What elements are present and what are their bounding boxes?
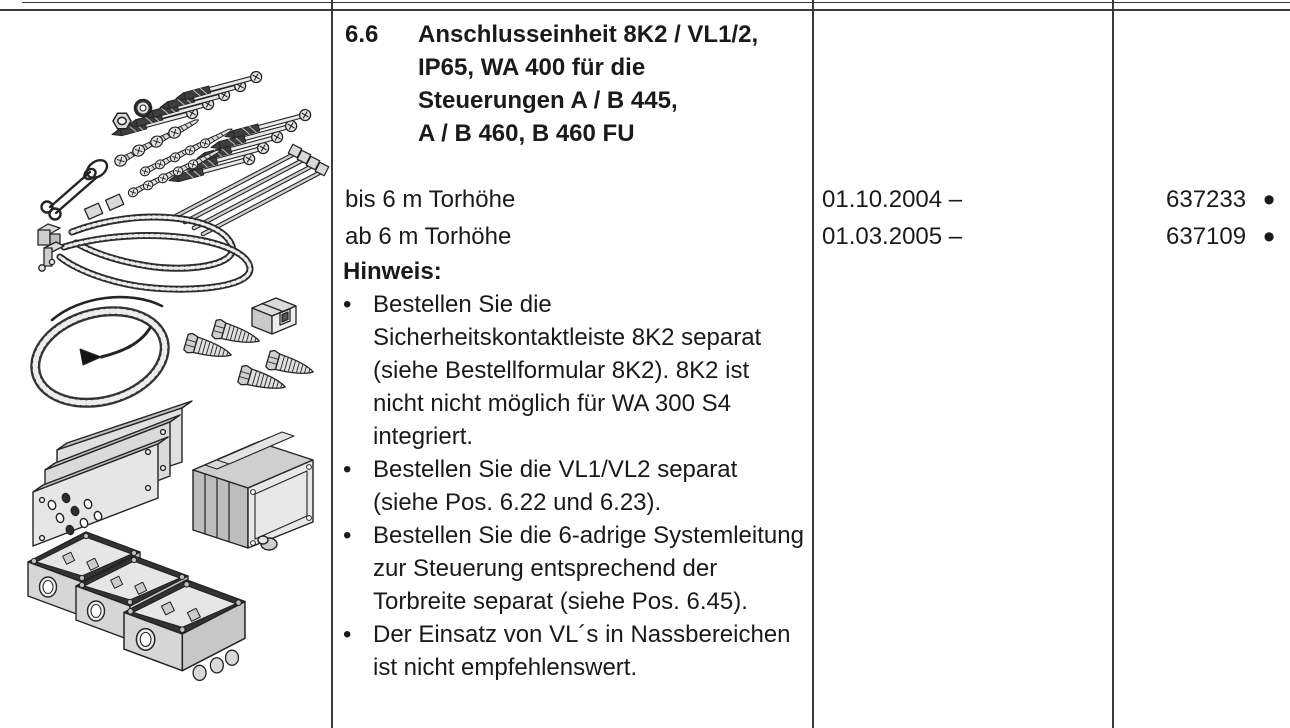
note-item xyxy=(343,453,811,519)
long-screws-with-dowels xyxy=(111,70,312,186)
hex-nut xyxy=(113,113,131,129)
connector-box xyxy=(252,298,296,334)
note-text: Bestellen Sie die VL1/VL2 separat (siehe Pos. 6.22 und 6.23). xyxy=(373,456,738,516)
column-rule-3 xyxy=(1112,0,1114,728)
cable-glands xyxy=(183,318,316,396)
section-title-line: IP65, WA 400 für die xyxy=(418,54,646,81)
part-number-row xyxy=(1112,218,1275,256)
availability-dot-icon: • xyxy=(1263,181,1275,219)
availability-dot-icon: • xyxy=(1263,218,1275,256)
note-text: Der Einsatz von VL´s in Nassbereichen ist nicht empfehlenswert. xyxy=(373,621,791,681)
note-item xyxy=(343,288,811,453)
section-title-line: Anschlusseinheit 8K2 / VL1/2, xyxy=(418,21,759,48)
notes-list xyxy=(343,288,811,684)
junction-boxes xyxy=(28,532,245,680)
note-text: Bestellen Sie die 6-adrige Systemleitung zur Steuerung entsprechend der Torbreite separat (siehe Pos. 6.45). xyxy=(373,522,804,615)
section-title-line: Steuerungen A / B 445, xyxy=(418,87,678,114)
note-text: Bestellen Sie die Sicherheitskontaktleiste 8K2 separat (siehe Bestellformular 8K2). 8K2 ist nicht nicht möglich für WA 300 S4 integriert. xyxy=(373,291,762,450)
variant-label: ab 6 m Torhöhe xyxy=(345,223,512,250)
part-number-row xyxy=(1112,181,1275,219)
section-title xyxy=(418,18,758,150)
valid-from-date: 01.03.2005 – xyxy=(822,223,963,250)
section-number: 6.6 xyxy=(345,21,379,48)
bullet-icon: • xyxy=(343,621,352,648)
toothed-washer xyxy=(135,100,151,116)
bullet-icon: • xyxy=(343,291,352,318)
spiral-cable xyxy=(25,297,175,417)
mounting-plates xyxy=(33,401,192,546)
column-rule-2 xyxy=(812,0,814,728)
note-heading: Hinweis: xyxy=(343,258,442,285)
section-title-line: A / B 460, B 460 FU xyxy=(418,120,635,147)
valid-from-date: 01.10.2004 – xyxy=(822,186,963,213)
part-number: 637109 xyxy=(1166,223,1247,250)
part-number: 637233 xyxy=(1166,186,1247,213)
column-rule-1 xyxy=(331,0,333,728)
cable-harness-with-brackets xyxy=(38,194,250,289)
bullet-icon: • xyxy=(343,522,352,549)
note-item xyxy=(343,519,811,618)
cover-stack xyxy=(193,432,313,550)
note-item xyxy=(343,618,811,684)
variant-label: bis 6 m Torhöhe xyxy=(345,186,516,213)
bullet-icon: • xyxy=(343,456,352,483)
parts-illustration xyxy=(0,0,331,728)
